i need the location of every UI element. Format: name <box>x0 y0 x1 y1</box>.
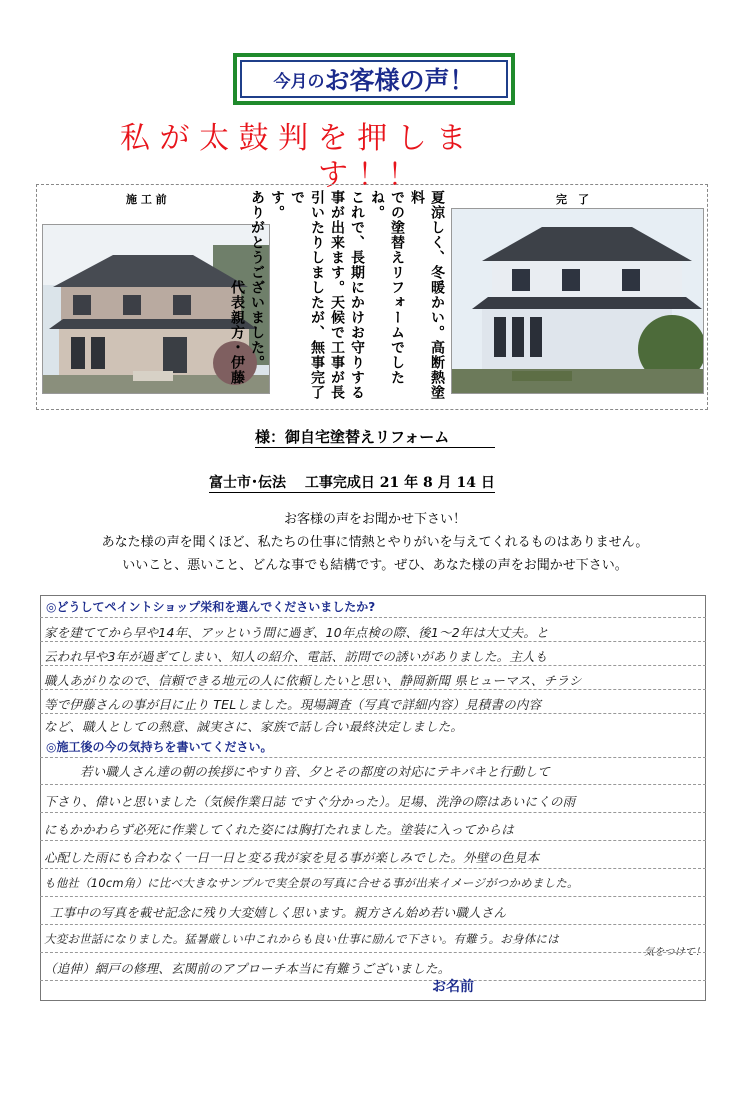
message-col-6: す。 <box>269 190 285 220</box>
answer-2-note: 気をつけて！ <box>644 947 706 958</box>
answer-2-line-3: にもかかわらず必死に作業してくれた姿には胸打たれました。塗装に入ってからは <box>44 822 514 837</box>
signature-label: お名前 <box>432 979 474 995</box>
question-2: ◎施工後の今の気持ちを書いてください。 <box>46 740 273 754</box>
ruled-line <box>40 980 706 982</box>
subject-line: 様：御自宅塗替えリフォーム <box>255 426 495 448</box>
headline-line1: 私 が 太 鼓 判 を 押 し ま <box>120 121 467 156</box>
answer-2-line-7: 大変お世話になりました。猛暑厳しい中これからも良い仕事に励んで下さい。有難う。お身体には <box>44 932 559 946</box>
answer-2-line-5: も他社（10cm角）に比べ大きなサンプルで実全景の写真に合せる事が出来イメージがつかめました。 <box>44 876 579 890</box>
message-col-7: ありがとうございました。 <box>249 190 265 370</box>
title-prefix: 今月の <box>273 71 325 92</box>
ruled-line <box>40 689 706 691</box>
question-1: ◎どうしてペイントショップ栄和を選んでくださいましたか? <box>46 600 376 614</box>
message-col-2: での塗替えリフォームでしたね。 <box>369 190 405 385</box>
owner-message <box>229 190 447 400</box>
ruled-line <box>40 617 706 619</box>
ruled-line <box>40 840 706 842</box>
house-after-image <box>452 209 704 394</box>
ruled-line <box>40 665 706 667</box>
answer-2-line-8: （追伸）網戸の修理、玄関前のアプローチ本当に有難うございました。 <box>44 961 451 976</box>
headline-line2: す ！！ <box>318 158 418 193</box>
intro-line-1: お客様の声をお聞かせ下さい！ <box>283 512 466 527</box>
after-photo <box>451 208 704 394</box>
page-title: お客様の声！ <box>324 66 475 95</box>
answer-1-line-4: 等で伊藤さんの事が目に止り TELしました。現場調査（写真で詳細内容）見積書の内容 <box>44 697 542 712</box>
ruled-line <box>40 757 706 759</box>
project-info: 富士市･伝法 工事完成日 21 年 8 月 14 日 <box>209 472 495 493</box>
message-col-3: これで、長期にかけお守りする <box>349 190 365 400</box>
title-box <box>233 53 515 105</box>
after-label: 完 了 <box>556 193 589 206</box>
answer-2-line-4: 心配した雨にも合わなく一日一日と変る我が家を見る事が楽しみでした。外壁の色見本 <box>44 850 540 865</box>
ruled-line <box>40 812 706 814</box>
intro-line-3: いいこと、悪いこと、どんな事でも結構です。ぜひ、あなた様の声をお聞かせ下さい。 <box>122 558 628 573</box>
answer-1-line-1: 家を建ててから早や14年、アッという間に過ぎ、10年点検の際、後1〜2年は大丈夫。と <box>44 625 549 640</box>
intro-line-2: あなた様の声を聞くほど、私たちの仕事に情熱とやりがいを与えてくれるものはありません。 <box>101 535 649 550</box>
ruled-line <box>40 952 706 954</box>
answer-2-line-2: 下さり、偉いと思いました（気候作業日誌 ですぐ分かった）。足場、洗浄の際はあいにくの雨 <box>44 794 576 809</box>
ruled-line <box>40 868 706 870</box>
ruled-line <box>40 924 706 926</box>
answer-2-line-1: 若い職人さん達の朝の挨拶にやすり音、夕とその都度の対応にテキパキと行動して <box>80 764 550 779</box>
answer-1-line-5: など、職人としての熱意、誠実さに、家族で話し合い最終決定しました。 <box>44 719 464 734</box>
before-label: 施 工 前 <box>126 193 167 206</box>
message-col-8: 代表親方・伊藤 <box>229 190 245 385</box>
ruled-line <box>40 784 706 786</box>
ruled-line <box>40 896 706 898</box>
message-col-4: 事が出来ます。天候で工事が長 <box>329 190 345 400</box>
answer-1-line-2: 云われ早や3年が過ぎてしまい、知人の紹介、電話、訪問での誘いがありました。主人も <box>44 649 548 664</box>
answer-1-line-3: 職人あがりなので、信頼できる地元の人に依頼したいと思い、静岡新聞 県ヒューマス、チラシ <box>44 673 582 688</box>
ruled-line <box>40 641 706 643</box>
answer-2-line-6: 工事中の写真を載せ記念に残り大変嬉しく思います。親方さん始め若い職人さん <box>50 905 507 920</box>
message-col-5: 引いたりしましたが、無事完了で <box>289 190 325 400</box>
ruled-line <box>40 713 706 715</box>
message-col-1: 夏涼しく、冬暖かい。高断熱塗料 <box>409 190 445 400</box>
title-inner-frame <box>240 60 508 98</box>
